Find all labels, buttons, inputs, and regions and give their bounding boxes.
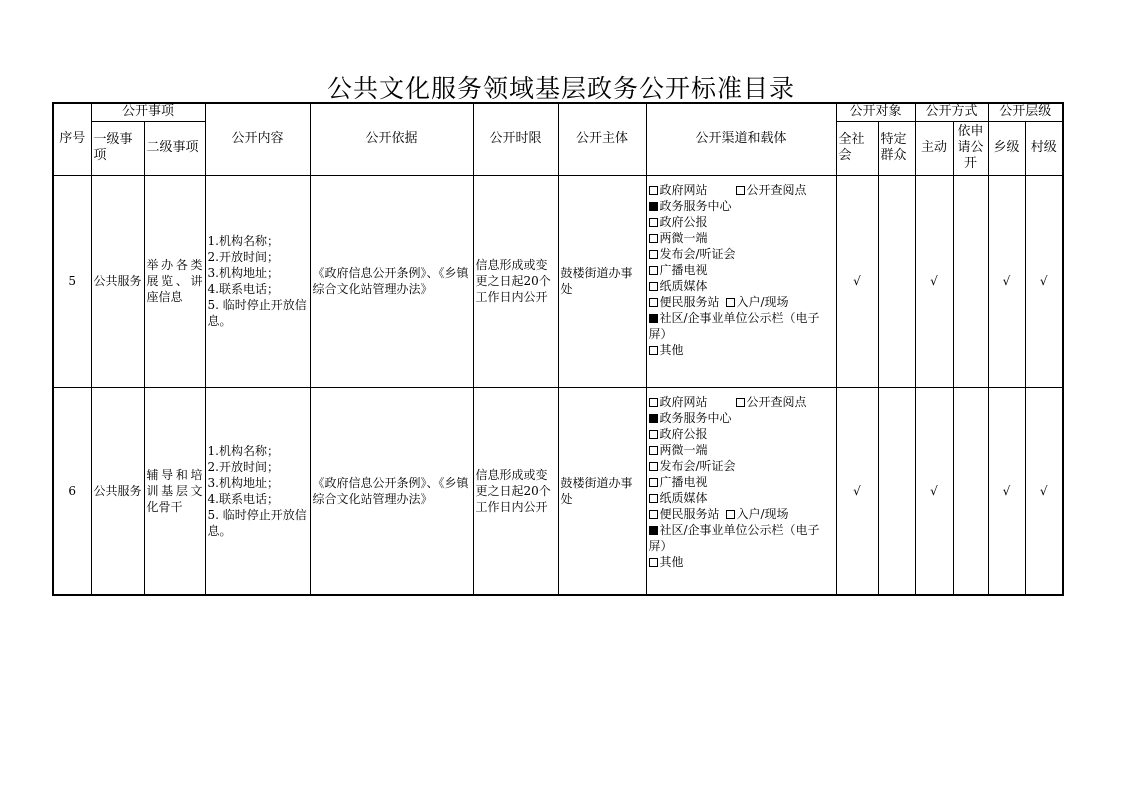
channel-label: 发布会/听证会 <box>659 458 736 473</box>
channel-item <box>649 442 834 458</box>
unchecked-box-icon <box>649 494 658 503</box>
channel-item <box>649 474 834 490</box>
content-line: 1.机构名称； <box>207 443 279 458</box>
row-level2: 举办各类展览、讲座信息 <box>144 175 205 387</box>
channel-item <box>649 294 834 310</box>
channel-label: 入户/现场 <box>736 506 789 521</box>
unchecked-box-icon <box>649 478 658 487</box>
header-content: 公开内容 <box>205 103 310 175</box>
row-seq: 6 <box>53 387 91 595</box>
header-level1: 一级事项 <box>91 121 144 175</box>
channel-item <box>649 554 834 570</box>
unchecked-box-icon <box>649 266 658 275</box>
row-subject: 鼓楼街道办事处 <box>558 387 646 595</box>
row-subject: 鼓楼街道办事处 <box>558 175 646 387</box>
content-line: 3.机构地址； <box>207 266 279 280</box>
page-title: 公共文化服务领域基层政务公开标准目录 <box>326 74 795 103</box>
header-active: 主动 <box>915 121 953 175</box>
channel-label: 其他 <box>659 342 684 357</box>
channel-label: 公开查阅点 <box>746 394 807 409</box>
row-village: √ <box>1025 175 1063 387</box>
channel-item <box>649 458 834 474</box>
row-content <box>205 387 310 595</box>
disclosure-catalog-table <box>52 102 1064 596</box>
content-line: 4.联系电话； <box>207 282 279 296</box>
unchecked-box-icon <box>649 282 658 291</box>
channel-label: 两微一端 <box>659 442 708 457</box>
row-on-request <box>953 387 988 595</box>
unchecked-box-icon <box>649 218 658 227</box>
row-basis: 《政府信息公开条例》、《乡镇综合文化站管理办法》 <box>310 387 473 595</box>
channel-label: 政务服务中心 <box>659 198 732 213</box>
unchecked-box-icon <box>736 398 745 407</box>
row-channels <box>646 387 836 595</box>
channel-item <box>649 410 834 426</box>
row-level1: 公共服务 <box>91 175 144 387</box>
channel-label: 纸质媒体 <box>659 490 708 505</box>
channel-item <box>649 394 834 410</box>
channel-label: 政府公报 <box>659 214 708 229</box>
row-active: √ <box>915 387 953 595</box>
header-on-request: 依申请公开 <box>953 121 988 175</box>
row-content <box>205 175 310 387</box>
header-object-group: 公开对象 <box>836 103 915 121</box>
channel-item <box>649 426 834 442</box>
channel-item <box>649 342 834 358</box>
channel-label: 广播电视 <box>659 474 708 489</box>
channel-item <box>649 230 834 246</box>
channel-label: 社区/企事业单位公示栏（电子屏） <box>648 522 820 553</box>
unchecked-box-icon <box>649 558 658 567</box>
channel-label: 便民服务站 <box>659 506 720 521</box>
header-time-limit: 公开时限 <box>473 103 558 175</box>
unchecked-box-icon <box>726 510 735 519</box>
checked-box-icon <box>649 526 658 535</box>
row-whole-society: √ <box>836 387 878 595</box>
row-township: √ <box>988 175 1025 387</box>
content-line: 2.开放时间； <box>207 250 279 264</box>
table-row <box>53 387 1063 595</box>
checked-box-icon <box>649 414 658 423</box>
unchecked-box-icon <box>649 186 658 195</box>
unchecked-box-icon <box>736 186 745 195</box>
header-channels: 公开渠道和载体 <box>646 103 836 175</box>
checked-box-icon <box>649 314 658 323</box>
row-active: √ <box>915 175 953 387</box>
header-matter-group: 公开事项 <box>91 103 205 121</box>
channel-label: 入户/现场 <box>736 294 789 309</box>
unchecked-box-icon <box>649 298 658 307</box>
channel-label: 纸质媒体 <box>659 278 708 293</box>
channel-item <box>649 214 834 230</box>
channel-item <box>649 246 834 262</box>
row-level1: 公共服务 <box>91 387 144 595</box>
row-time-limit: 信息形成或变更之日起20个工作日内公开 <box>473 175 558 387</box>
header-village: 村级 <box>1025 121 1063 175</box>
channel-label: 广播电视 <box>659 262 708 277</box>
content-line: 3.机构地址； <box>207 475 279 490</box>
channel-label: 政府网站 <box>659 394 708 409</box>
unchecked-box-icon <box>649 234 658 243</box>
channel-label: 政府网站 <box>659 182 708 197</box>
header-level2: 二级事项 <box>144 121 205 175</box>
header-subject: 公开主体 <box>558 103 646 175</box>
header-level-group: 公开层级 <box>988 103 1063 121</box>
header-specific-group: 特定群众 <box>878 121 915 175</box>
row-whole-society: √ <box>836 175 878 387</box>
channel-item <box>649 490 834 506</box>
content-line: 5. 临时停止开放信息。 <box>207 298 307 328</box>
header-row-top <box>53 103 1063 121</box>
content-line: 2.开放时间； <box>207 459 279 474</box>
header-basis: 公开依据 <box>310 103 473 175</box>
channel-label: 政府公报 <box>659 426 708 441</box>
channel-label: 政务服务中心 <box>659 410 732 425</box>
row-basis: 《政府信息公开条例》、《乡镇综合文化站管理办法》 <box>310 175 473 387</box>
channel-label: 社区/企事业单位公示栏（电子屏） <box>648 310 820 341</box>
channel-label: 发布会/听证会 <box>659 246 736 261</box>
header-township: 乡级 <box>988 121 1025 175</box>
header-mode-group: 公开方式 <box>915 103 988 121</box>
channel-item <box>649 310 834 342</box>
channel-item <box>649 506 834 522</box>
row-level2: 辅导和培训基层文化骨干 <box>144 387 205 595</box>
checked-box-icon <box>649 202 658 211</box>
channel-item <box>649 522 834 554</box>
unchecked-box-icon <box>649 510 658 519</box>
unchecked-box-icon <box>649 462 658 471</box>
unchecked-box-icon <box>726 298 735 307</box>
content-line: 1.机构名称； <box>207 234 279 248</box>
channel-label: 其他 <box>659 554 684 569</box>
channel-label: 便民服务站 <box>659 294 720 309</box>
row-village: √ <box>1025 387 1063 595</box>
unchecked-box-icon <box>649 446 658 455</box>
channel-item <box>649 262 834 278</box>
channel-item <box>649 182 834 198</box>
channel-item <box>649 278 834 294</box>
row-specific-group <box>878 175 915 387</box>
header-seq: 序号 <box>53 103 91 175</box>
channel-label: 两微一端 <box>659 230 708 245</box>
channel-item <box>649 198 834 214</box>
content-line: 5. 临时停止开放信息。 <box>207 507 307 538</box>
channel-label: 公开查阅点 <box>746 182 807 197</box>
row-on-request <box>953 175 988 387</box>
row-time-limit: 信息形成或变更之日起20个工作日内公开 <box>473 387 558 595</box>
unchecked-box-icon <box>649 346 658 355</box>
unchecked-box-icon <box>649 250 658 259</box>
table-row <box>53 175 1063 387</box>
content-line: 4.联系电话； <box>207 491 279 506</box>
header-whole-society: 全社会 <box>836 121 878 175</box>
row-channels <box>646 175 836 387</box>
row-township: √ <box>988 387 1025 595</box>
unchecked-box-icon <box>649 430 658 439</box>
unchecked-box-icon <box>649 398 658 407</box>
row-specific-group <box>878 387 915 595</box>
row-seq: 5 <box>53 175 91 387</box>
